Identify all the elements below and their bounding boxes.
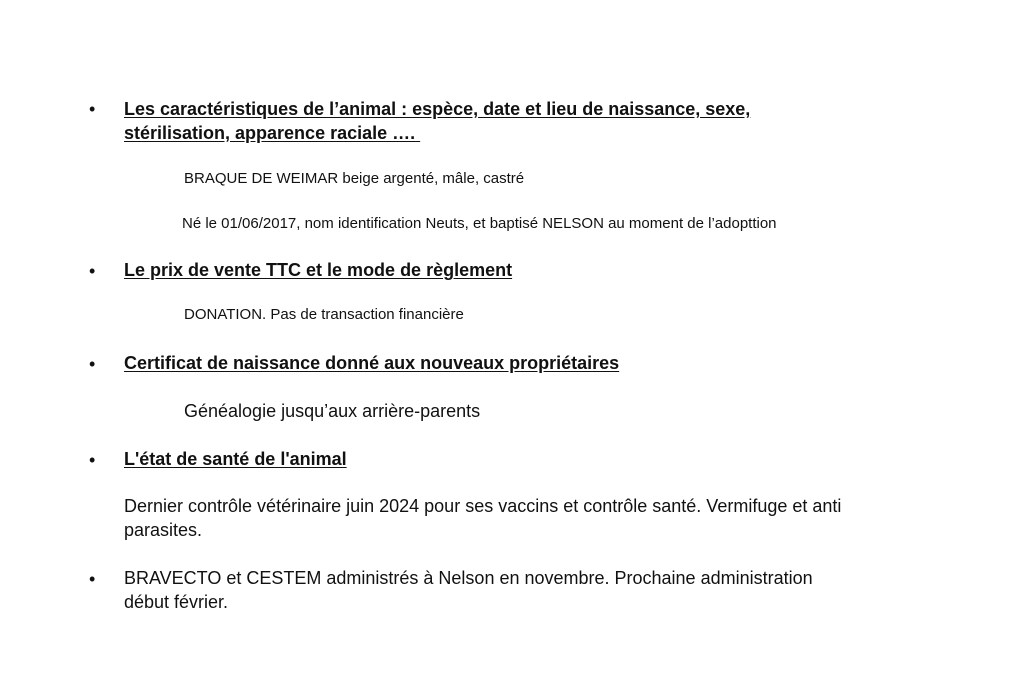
heading-price: Le prix de vente TTC et le mode de règlement	[124, 260, 513, 280]
paragraph-line: début février.	[124, 592, 229, 612]
price-detail: DONATION. Pas de transaction financière	[184, 306, 464, 323]
birth-identification-text: Né le 01/06/2017, nom identification Neuts, et baptisé NELSON au moment de l’adopttion	[182, 215, 777, 232]
paragraph-line: parasites.	[124, 520, 203, 540]
bullet-marker: •	[89, 569, 96, 589]
bullet-marker: •	[89, 450, 96, 470]
heading-birth-certificate: Certificat de naissance donné aux nouveaux propriétaires	[124, 353, 620, 373]
heading-line: Les caractéristiques de l’animal : espèce, date et lieu de naissance, sexe,	[124, 99, 751, 119]
bullet-marker: •	[89, 261, 96, 281]
heading-line: stérilisation, apparence raciale ….	[124, 123, 421, 143]
heading-health-status: L'état de santé de l'animal	[124, 449, 347, 469]
health-paragraph	[124, 494, 964, 542]
treatment-paragraph	[124, 566, 964, 614]
heading-animal-characteristics	[124, 97, 750, 145]
paragraph-line: BRAVECTO et CESTEM administrés à Nelson en novembre. Prochaine administration	[124, 568, 813, 588]
genealogy-detail: Généalogie jusqu’aux arrière-parents	[184, 401, 481, 421]
breed-description: BRAQUE DE WEIMAR beige argenté, mâle, castré	[184, 170, 525, 187]
paragraph-line: Dernier contrôle vétérinaire juin 2024 pour ses vaccins et contrôle santé. Vermifuge et anti	[124, 496, 842, 516]
bullet-marker: •	[89, 354, 96, 374]
bullet-marker: •	[89, 99, 96, 119]
